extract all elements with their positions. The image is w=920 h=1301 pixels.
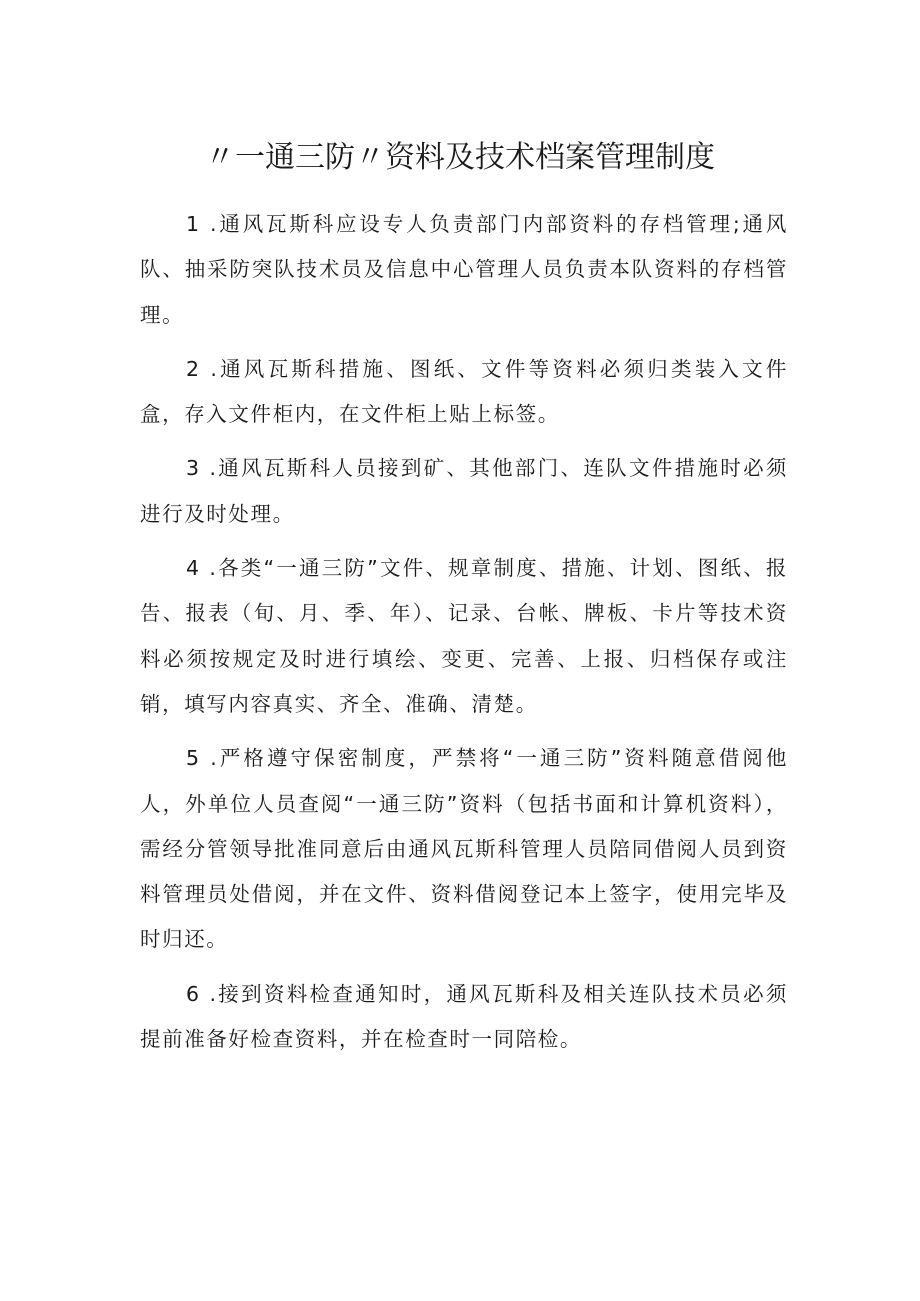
document-title: 〃一通三防〃资料及技术档案管理制度 xyxy=(205,140,715,175)
paragraph-4: 4 .各类“一通三防”文件、规章制度、措施、计划、图纸、报告、报表（旬、月、季、年）、记录、台帐、牌板、卡片等技术资料必须按规定及时进行填绘、变更、完善、上报、归档保存或注销，填写内容真实、齐全、准确、清楚。 xyxy=(140,556,788,716)
paragraph-6: 6 .接到资料检查通知时，通风瓦斯科及相关连队技术员必须提前准备好检查资料，并在检查时一同陪检。 xyxy=(140,981,788,1052)
paragraph-3: 3 .通风瓦斯科人员接到矿、其他部门、连队文件措施时必须进行及时处理。 xyxy=(140,456,788,526)
document-body xyxy=(140,202,788,1071)
paragraph-2: 2 .通风瓦斯科措施、图纸、文件等资料必须归类装入文件盒，存入文件柜内，在文件柜上贴上标签。 xyxy=(140,356,788,427)
paragraph-5: 5 .严格遵守保密制度，严禁将“一通三防”资料随意借阅他人，外单位人员查阅“一通三防”资料（包括书面和计算机资料），需经分管领导批准同意后由通风瓦斯科管理人员陪同借阅人员到资料管理员处借阅，并在文件、资料借阅登记本上签字，使用完毕及时归还。 xyxy=(140,746,788,952)
paragraph-1: 1 .通风瓦斯科应设专人负责部门内部资料的存档管理;通风队、抽采防突队技术员及信息中心管理人员负责本队资料的存档管理。 xyxy=(140,212,788,327)
